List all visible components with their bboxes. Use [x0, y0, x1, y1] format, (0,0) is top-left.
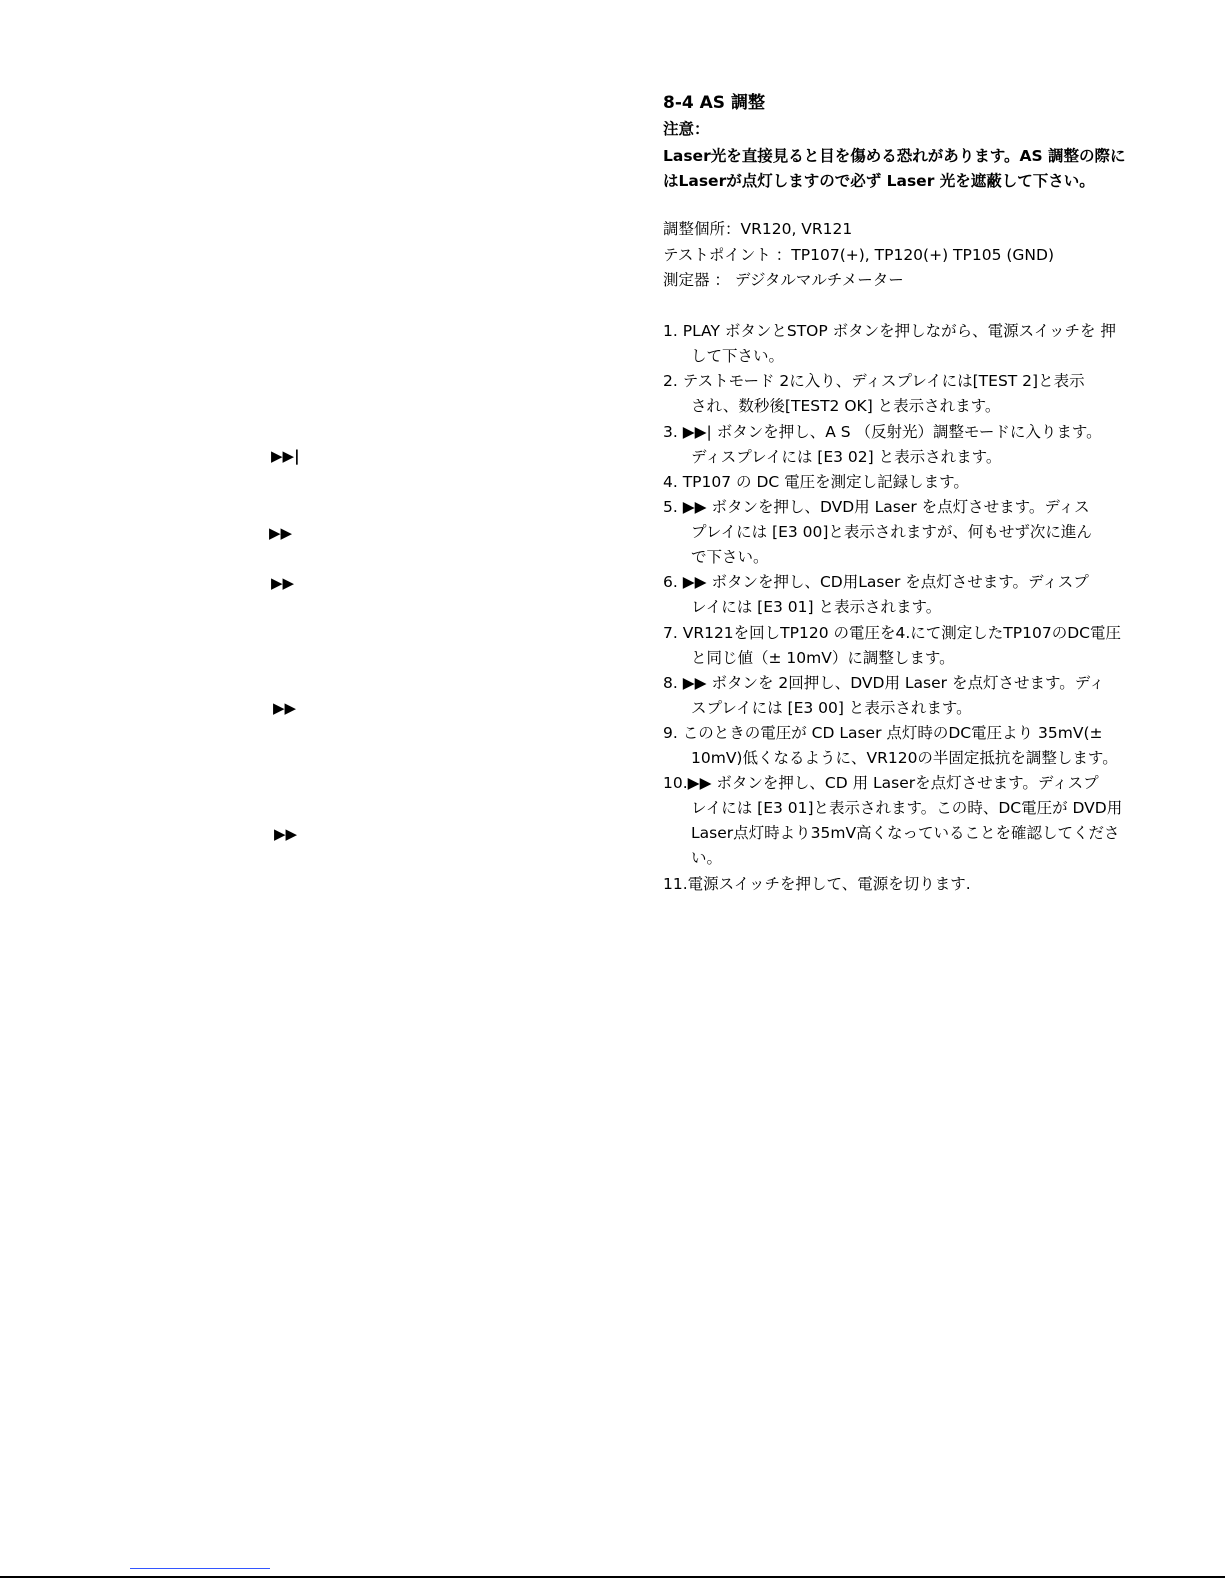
measuring-instrument: 測定器 ： デジタルマルチメーター	[663, 271, 904, 289]
caution-text: はLaserが点灯しますので必ず Laser 光を遮蔽して下さい。	[663, 172, 1095, 190]
step-11: 11.電源スイッチを押して、電源を切ります.	[663, 875, 971, 893]
step-5-cont: プレイには [E3 00]と表示されますが、何もせず次に進ん	[691, 523, 1092, 541]
step-7-cont: と同じ値（± 10mV）に調整します。	[691, 649, 955, 667]
step-5: 5. ▶▶ ボタンを押し、DVD用 Laser を点灯させます。ディス	[663, 498, 1090, 516]
step-5-cont: で下さい。	[691, 548, 769, 566]
step-8-cont: スプレイには [E3 00] と表示されます。	[691, 699, 972, 717]
test-points: テストポイント ：TP107(+), TP120(+) TP105 (GND)	[663, 246, 1055, 264]
step-10-cont: レイには [E3 01]と表示されます。この時、DC電圧が DVD用	[691, 799, 1123, 817]
fast-forward-icon: ▶▶	[271, 574, 295, 592]
step-2: 2. テストモード 2に入り、ディスプレイには[TEST 2]と表示	[663, 372, 1085, 390]
step-6: 6. ▶▶ ボタンを押し、CD用Laser を点灯させます。ディスプ	[663, 573, 1089, 591]
step-1: 1. PLAY ボタンとSTOP ボタンを押しながら、電源スイッチを 押	[663, 322, 1116, 340]
step-4: 4. TP107 の DC 電圧を測定し記録します。	[663, 473, 969, 491]
fast-forward-icon: ▶▶	[273, 699, 297, 717]
section-heading: 8-4 AS 調整	[663, 93, 765, 113]
footer-link-underline	[130, 1568, 270, 1569]
page-bottom-rule	[0, 1576, 1225, 1578]
step-10: 10.▶▶ ボタンを押し、CD 用 Laserを点灯させます。ディスプ	[663, 774, 1099, 792]
next-chapter-icon: ▶▶|	[271, 447, 300, 465]
step-3-cont: ディスプレイには [E3 02] と表示されます。	[691, 448, 1002, 466]
step-2-cont: され、数秒後[TEST2 OK] と表示されます。	[691, 397, 1001, 415]
step-8: 8. ▶▶ ボタンを 2回押し、DVD用 Laser を点灯させます。ディ	[663, 674, 1105, 692]
step-7: 7. VR121を回しTP120 の電圧を4.にて測定したTP107のDC電圧	[663, 624, 1121, 642]
caution-label: 注意：	[663, 120, 710, 138]
adjust-points: 調整個所：VR120, VR121	[663, 220, 853, 238]
caution-text: Laser光を直接見ると目を傷める恐れがあります。AS 調整の際に	[663, 147, 1126, 165]
step-1-cont: して下さい。	[691, 347, 785, 365]
step-10-cont: Laser点灯時より35mV高くなっていることを確認してくださ	[691, 824, 1120, 842]
step-6-cont: レイには [E3 01] と表示されます。	[691, 598, 942, 616]
step-3: 3. ▶▶| ボタンを押し、A S （反射光）調整モードに入ります。	[663, 423, 1102, 441]
step-10-cont: い。	[691, 849, 723, 867]
fast-forward-icon: ▶▶	[269, 524, 293, 542]
fast-forward-icon: ▶▶	[274, 825, 298, 843]
step-9: 9. このときの電圧が CD Laser 点灯時のDC電圧より 35mV(±	[663, 724, 1103, 742]
step-9-cont: 10mV)低くなるように、VR120の半固定抵抗を調整します。	[691, 749, 1118, 767]
